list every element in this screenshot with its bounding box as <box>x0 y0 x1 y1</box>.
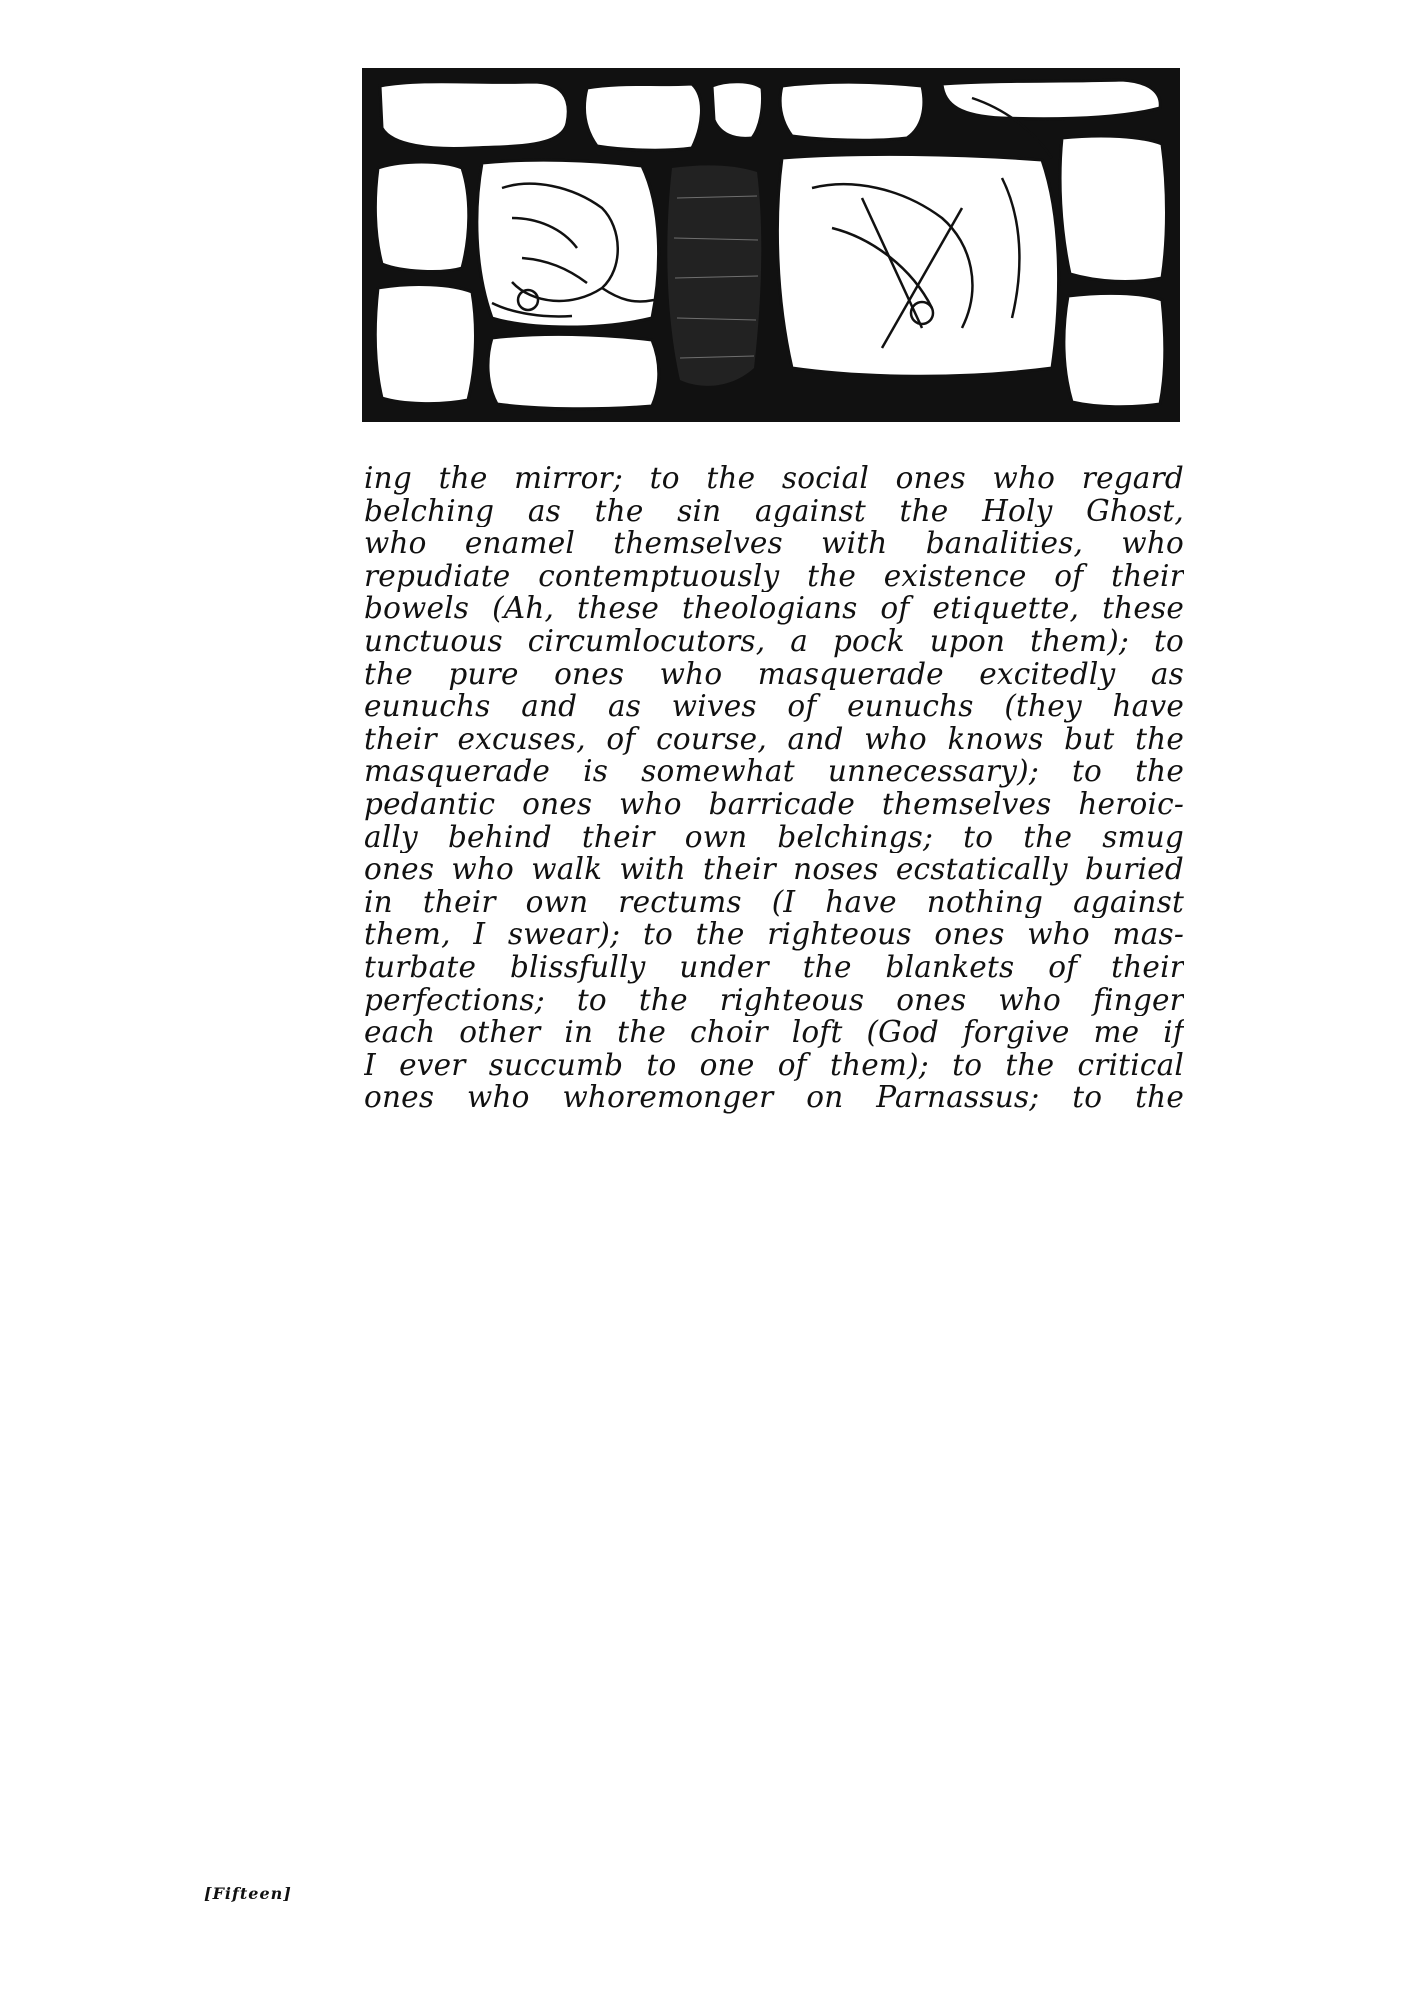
text-line: ing the mirror; to the social ones who regard <box>364 462 1184 495</box>
text-line: repudiate contemptuously the existence of their <box>364 559 1184 593</box>
text-line: in their own rectums (I have nothing against <box>364 885 1184 919</box>
text-line: pedantic ones who barricade themselves heroic- <box>364 787 1184 821</box>
text-line: who enamel themselves with banalities, who <box>364 527 1184 560</box>
text-line: eunuchs and as wives of eunuchs (they have <box>364 690 1184 723</box>
text-line: belching as the sin against the Holy Ghost, <box>364 494 1184 528</box>
text-line: turbate blissfully under the blankets of their <box>364 950 1184 984</box>
text-line: ones who walk with their noses ecstatically buried <box>364 853 1184 886</box>
text-line: bowels (Ah, these theologians of etiquette, these <box>364 592 1184 625</box>
text-line: unctuous circumlocutors, a pock upon them); to <box>364 624 1184 658</box>
body-text <box>364 462 1184 1114</box>
text-line: I ever succumb to one of them); to the critical <box>364 1048 1184 1082</box>
text-line: them, I swear); to the righteous ones who mas- <box>364 918 1184 951</box>
page-number: [Fifteen] <box>204 1884 292 1903</box>
text-line: perfections; to the righteous ones who finger <box>364 983 1184 1017</box>
text-line: ones who whoremonger on Parnassus; to the <box>364 1081 1184 1114</box>
text-line: ally behind their own belchings; to the smug <box>364 820 1184 854</box>
text-line: the pure ones who masquerade excitedly as <box>364 657 1184 691</box>
text-line: each other in the choir loft (God forgive me if <box>364 1016 1184 1049</box>
woodcut-illustration <box>362 68 1180 422</box>
text-line: masquerade is somewhat unnecessary); to the <box>364 755 1184 788</box>
text-line: their excuses, of course, and who knows but the <box>364 722 1184 756</box>
